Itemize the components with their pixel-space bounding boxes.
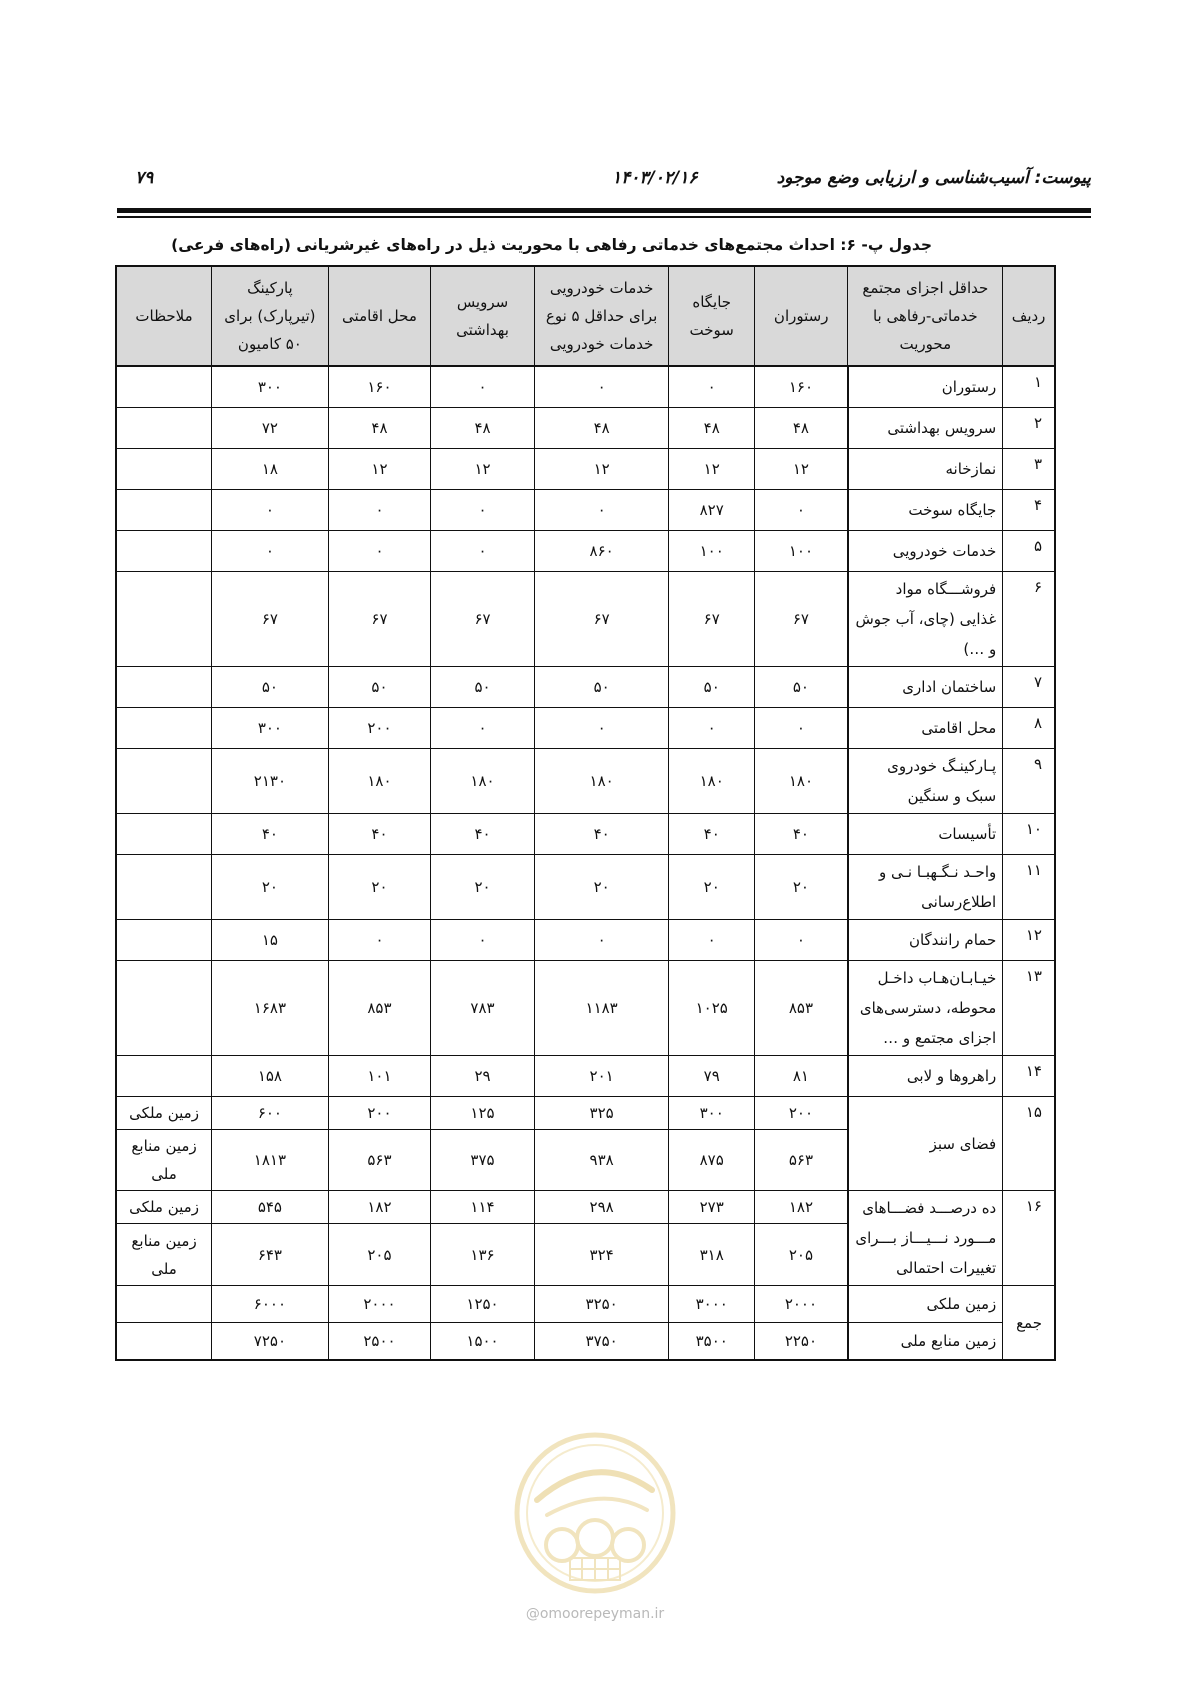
value-cell: ۱۰۰ — [754, 531, 847, 572]
value-cell: ۰ — [669, 366, 754, 408]
value-cell: ۳۲۵ — [534, 1097, 669, 1130]
note-cell — [116, 408, 212, 449]
value-cell: ۱۰۰ — [669, 531, 754, 572]
value-cell: ۲۰۵ — [754, 1224, 847, 1286]
note-cell — [116, 1323, 212, 1361]
value-cell: ۸۵۳ — [754, 961, 847, 1056]
note-cell: زمین منابع ملی — [116, 1224, 212, 1286]
value-cell: ۴۰ — [212, 814, 329, 855]
value-cell: ۳۰۰۰ — [669, 1286, 754, 1323]
value-cell: ۱۸۰ — [431, 749, 535, 814]
value-cell: ۱۸۰ — [669, 749, 754, 814]
value-cell: ۰ — [754, 920, 847, 961]
value-cell: ۱۱۸۳ — [534, 961, 669, 1056]
value-cell: ۰ — [328, 531, 431, 572]
table-caption: جدول پ- ۶: احداث مجتمع‌های خدماتی رفاهی با محوریت ذیل در راه‌های غیرشریانی (راه‌های فرعی) — [171, 236, 932, 254]
table-row — [116, 366, 1055, 408]
value-cell: ۱۵ — [212, 920, 329, 961]
note-cell — [116, 449, 212, 490]
value-cell: ۱۶۸۳ — [212, 961, 329, 1056]
table-row — [116, 1056, 1055, 1097]
value-cell: ۴۰ — [328, 814, 431, 855]
value-cell: ۴۰ — [431, 814, 535, 855]
value-cell: ۶۷ — [669, 572, 754, 667]
value-cell: ۰ — [431, 920, 535, 961]
value-cell: ۵۰ — [212, 667, 329, 708]
facilities-table — [115, 265, 1056, 1361]
header-rule-thick — [117, 208, 1091, 213]
note-cell — [116, 855, 212, 920]
value-cell: ۰ — [669, 708, 754, 749]
value-cell: ۲۰ — [669, 855, 754, 920]
value-cell: ۳۱۸ — [669, 1224, 754, 1286]
value-cell: ۱۸۱۳ — [212, 1130, 329, 1191]
table-row — [116, 490, 1055, 531]
value-cell: ۱۶۰ — [328, 366, 431, 408]
value-cell: ۵۶۳ — [754, 1130, 847, 1191]
item-cell: سرویس بهداشتی — [848, 408, 1003, 449]
value-cell: ۳۷۵ — [431, 1130, 535, 1191]
note-cell — [116, 667, 212, 708]
value-cell: ۲۲۵۰ — [754, 1323, 847, 1361]
header-rule-thin — [117, 216, 1091, 218]
row-index: ۱۲ — [1003, 920, 1055, 961]
row-index: ۵ — [1003, 531, 1055, 572]
value-cell: ۳۰۰ — [669, 1097, 754, 1130]
value-cell: ۴۸ — [669, 408, 754, 449]
header-cell: محل اقامتی — [328, 266, 431, 366]
item-cell: خدمات خودرویی — [848, 531, 1003, 572]
value-cell: ۲۰۰ — [328, 708, 431, 749]
value-cell: ۲۰۰ — [754, 1097, 847, 1130]
value-cell: ۲۹۸ — [534, 1191, 669, 1224]
item-cell: تأسیسات — [848, 814, 1003, 855]
row-index: ۸ — [1003, 708, 1055, 749]
value-cell: ۵۰ — [754, 667, 847, 708]
row-index: ۹ — [1003, 749, 1055, 814]
page-number: ۷۹ — [135, 168, 154, 188]
value-cell: ۷۲ — [212, 408, 329, 449]
value-cell: ۱۸۲ — [328, 1191, 431, 1224]
note-cell — [116, 708, 212, 749]
table-row — [116, 855, 1055, 920]
header-cell: رستوران — [754, 266, 847, 366]
header-date: ۱۴۰۳/۰۲/۱۶ — [612, 168, 698, 188]
row-index: جمع — [1003, 1286, 1055, 1361]
value-cell: ۳۲۴ — [534, 1224, 669, 1286]
value-cell: ۱۲ — [754, 449, 847, 490]
value-cell: ۱۸۰ — [534, 749, 669, 814]
note-cell — [116, 366, 212, 408]
value-cell: ۶۷ — [534, 572, 669, 667]
value-cell: ۵۰ — [328, 667, 431, 708]
value-cell: ۳۵۰۰ — [669, 1323, 754, 1361]
table-row — [116, 1097, 1055, 1130]
row-index: ۳ — [1003, 449, 1055, 490]
header-cell: سرویس بهداشتی — [431, 266, 535, 366]
value-cell: ۰ — [431, 708, 535, 749]
value-cell: ۸۲۷ — [669, 490, 754, 531]
row-index: ۱۱ — [1003, 855, 1055, 920]
value-cell: ۶۰۰۰ — [212, 1286, 329, 1323]
value-cell: ۰ — [534, 366, 669, 408]
value-cell: ۲۰۰۰ — [328, 1286, 431, 1323]
row-index: ۱۳ — [1003, 961, 1055, 1056]
value-cell: ۴۸ — [328, 408, 431, 449]
table-row — [116, 1191, 1055, 1224]
total-row — [116, 1286, 1055, 1323]
total-row — [116, 1323, 1055, 1361]
note-cell: زمین ملکی — [116, 1097, 212, 1130]
value-cell: ۵۰ — [431, 667, 535, 708]
note-cell — [116, 749, 212, 814]
item-cell: رستوران — [848, 366, 1003, 408]
value-cell: ۲۱۳۰ — [212, 749, 329, 814]
header-cell: جایگاه سوخت — [669, 266, 754, 366]
row-index: ۱ — [1003, 366, 1055, 408]
value-cell: ۵۰ — [534, 667, 669, 708]
value-cell: ۰ — [754, 490, 847, 531]
table-row — [116, 572, 1055, 667]
value-cell: ۱۵۸ — [212, 1056, 329, 1097]
value-cell: ۱۲ — [431, 449, 535, 490]
value-cell: ۱۸۲ — [754, 1191, 847, 1224]
row-index: ۱۰ — [1003, 814, 1055, 855]
value-cell: ۲۰۱ — [534, 1056, 669, 1097]
value-cell: ۰ — [534, 920, 669, 961]
value-cell: ۵۰ — [669, 667, 754, 708]
value-cell: ۱۰۱ — [328, 1056, 431, 1097]
table-row — [116, 708, 1055, 749]
table-row — [116, 920, 1055, 961]
item-cell: فضای سبز — [848, 1097, 1003, 1191]
value-cell: ۷۲۵۰ — [212, 1323, 329, 1361]
note-cell — [116, 531, 212, 572]
item-cell: زمین منابع ملی — [848, 1323, 1003, 1361]
value-cell: ۲۰۰۰ — [754, 1286, 847, 1323]
note-cell — [116, 1056, 212, 1097]
value-cell: ۹۳۸ — [534, 1130, 669, 1191]
header-cell: ردیف — [1003, 266, 1055, 366]
value-cell: ۴۰ — [669, 814, 754, 855]
watermark-logo-icon — [512, 1430, 678, 1596]
value-cell: ۱۲۵ — [431, 1097, 535, 1130]
note-cell — [116, 572, 212, 667]
value-cell: ۵۴۵ — [212, 1191, 329, 1224]
item-cell: راهروها و لابی — [848, 1056, 1003, 1097]
page-header — [117, 168, 1091, 196]
note-cell: زمین منابع ملی — [116, 1130, 212, 1191]
value-cell: ۰ — [431, 366, 535, 408]
value-cell: ۷۸۳ — [431, 961, 535, 1056]
value-cell: ۲۰۰ — [328, 1097, 431, 1130]
table-row — [116, 531, 1055, 572]
row-index: ۱۴ — [1003, 1056, 1055, 1097]
value-cell: ۴۸ — [534, 408, 669, 449]
value-cell: ۳۰۰ — [212, 366, 329, 408]
value-cell: ۰ — [431, 490, 535, 531]
note-cell — [116, 961, 212, 1056]
value-cell: ۲۰ — [212, 855, 329, 920]
item-cell: پـارکینـگ خودروی سبک و سنگین — [848, 749, 1003, 814]
item-cell: جایگاه سوخت — [848, 490, 1003, 531]
value-cell: ۸۵۳ — [328, 961, 431, 1056]
item-cell: واحـد نـگـهبـا نـی و اطلاع‌رسانی — [848, 855, 1003, 920]
value-cell: ۱۸ — [212, 449, 329, 490]
value-cell: ۲۰ — [534, 855, 669, 920]
value-cell: ۴۰ — [754, 814, 847, 855]
value-cell: ۰ — [328, 920, 431, 961]
value-cell: ۲۰ — [431, 855, 535, 920]
value-cell: ۷۹ — [669, 1056, 754, 1097]
value-cell: ۸۷۵ — [669, 1130, 754, 1191]
value-cell: ۰ — [669, 920, 754, 961]
item-cell: ده درصـــد فضـــاهای مـــورد نـــیـــاز بـــرای تغییرات احتمالی — [848, 1191, 1003, 1286]
value-cell: ۶۷ — [212, 572, 329, 667]
note-cell: زمین ملکی — [116, 1191, 212, 1224]
value-cell: ۰ — [328, 490, 431, 531]
value-cell: ۱۶۰ — [754, 366, 847, 408]
table-row — [116, 408, 1055, 449]
note-cell — [116, 1286, 212, 1323]
value-cell: ۱۲ — [328, 449, 431, 490]
value-cell: ۲۰۵ — [328, 1224, 431, 1286]
value-cell: ۶۷ — [754, 572, 847, 667]
value-cell: ۰ — [534, 708, 669, 749]
value-cell: ۳۷۵۰ — [534, 1323, 669, 1361]
value-cell: ۲۰ — [328, 855, 431, 920]
value-cell: ۰ — [212, 531, 329, 572]
value-cell: ۰ — [754, 708, 847, 749]
note-cell — [116, 490, 212, 531]
value-cell: ۱۰۲۵ — [669, 961, 754, 1056]
row-index: ۱۶ — [1003, 1191, 1055, 1286]
value-cell: ۶۴۳ — [212, 1224, 329, 1286]
value-cell: ۱۳۶ — [431, 1224, 535, 1286]
value-cell: ۱۵۰۰ — [431, 1323, 535, 1361]
item-cell: زمین ملکی — [848, 1286, 1003, 1323]
value-cell: ۲۷۳ — [669, 1191, 754, 1224]
value-cell: ۰ — [212, 490, 329, 531]
table-row — [116, 449, 1055, 490]
header-cell: حداقل اجزای مجتمع خدماتی-رفاهی با محوریت — [848, 266, 1003, 366]
value-cell: ۳۲۵۰ — [534, 1286, 669, 1323]
item-cell: فروشـــگاه مواد غذایی (چای، آب جوش و …) — [848, 572, 1003, 667]
item-cell: خیـابـان‌هـاب داخـل محوطه، دسترسی‌های اجزای مجتمع و … — [848, 961, 1003, 1056]
row-index: ۶ — [1003, 572, 1055, 667]
value-cell: ۲۹ — [431, 1056, 535, 1097]
value-cell: ۰ — [534, 490, 669, 531]
value-cell: ۴۸ — [754, 408, 847, 449]
item-cell: ساختمان اداری — [848, 667, 1003, 708]
row-index: ۴ — [1003, 490, 1055, 531]
value-cell: ۳۰۰ — [212, 708, 329, 749]
table-row — [116, 814, 1055, 855]
value-cell: ۱۸۰ — [754, 749, 847, 814]
value-cell: ۱۸۰ — [328, 749, 431, 814]
value-cell: ۶۰۰ — [212, 1097, 329, 1130]
value-cell: ۴۸ — [431, 408, 535, 449]
value-cell: ۸۶۰ — [534, 531, 669, 572]
value-cell: ۱۱۴ — [431, 1191, 535, 1224]
item-cell: حمام رانندگان — [848, 920, 1003, 961]
table-header-row — [116, 266, 1055, 366]
table-row — [116, 749, 1055, 814]
row-index: ۲ — [1003, 408, 1055, 449]
value-cell: ۲۵۰۰ — [328, 1323, 431, 1361]
row-index: ۱۵ — [1003, 1097, 1055, 1191]
item-cell: نمازخانه — [848, 449, 1003, 490]
value-cell: ۶۷ — [328, 572, 431, 667]
value-cell: ۲۰ — [754, 855, 847, 920]
value-cell: ۵۶۳ — [328, 1130, 431, 1191]
table-row — [116, 961, 1055, 1056]
row-index: ۷ — [1003, 667, 1055, 708]
item-cell: محل اقامتی — [848, 708, 1003, 749]
header-cell: خدمات خودرویی برای حداقل ۵ نوع خدمات خودرویی — [534, 266, 669, 366]
header-cell: ملاحظات — [116, 266, 212, 366]
note-cell — [116, 814, 212, 855]
table-row — [116, 667, 1055, 708]
value-cell: ۱۲۵۰ — [431, 1286, 535, 1323]
value-cell: ۱۲ — [669, 449, 754, 490]
note-cell — [116, 920, 212, 961]
watermark-url: @omoorepeyman.ir — [525, 1606, 665, 1622]
value-cell: ۱۲ — [534, 449, 669, 490]
header-title: پیوست: آسیب‌شناسی و ارزیابی وضع موجود — [776, 168, 1091, 188]
value-cell: ۴۰ — [534, 814, 669, 855]
value-cell: ۶۷ — [431, 572, 535, 667]
value-cell: ۸۱ — [754, 1056, 847, 1097]
header-cell: پارکینگ (تیرپارک) برای ۵۰ کامیون — [212, 266, 329, 366]
value-cell: ۰ — [431, 531, 535, 572]
